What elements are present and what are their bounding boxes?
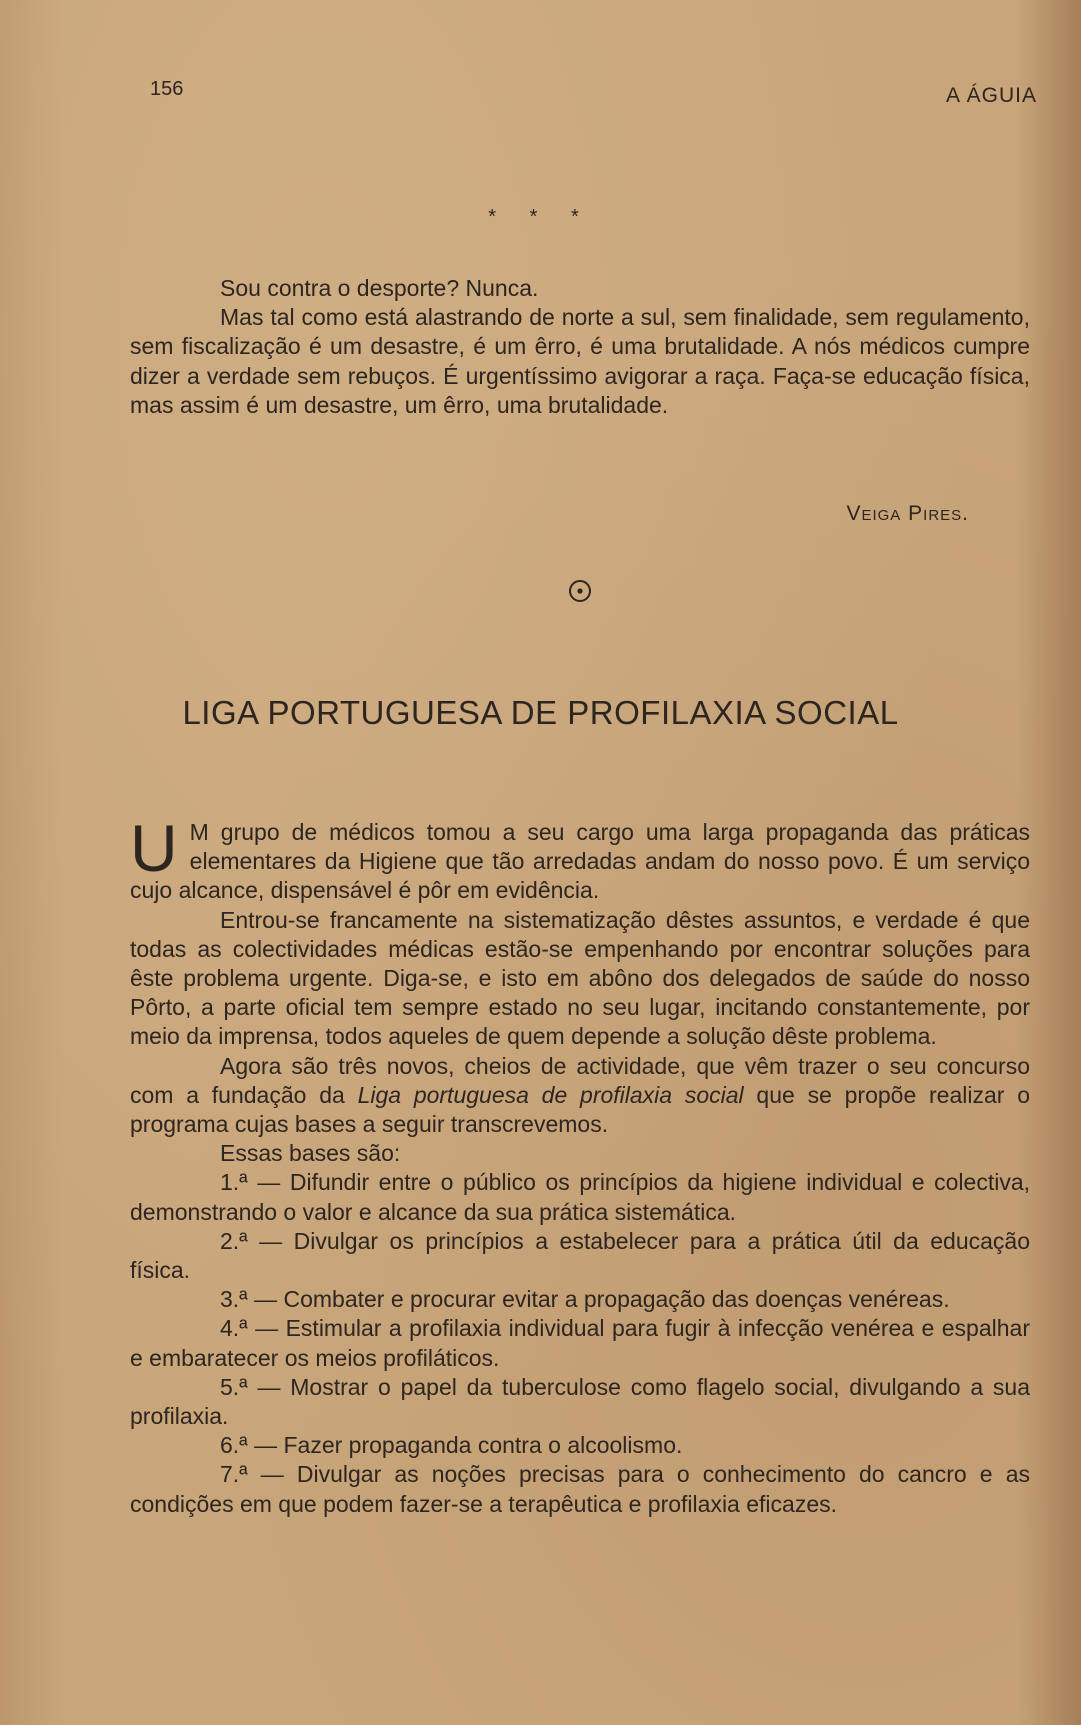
base-item: 5.ª — Mostrar o papel da tuberculose como flagelo social, divulgando a sua profilaxia. [130,1373,1030,1430]
opinion-paragraph: Sou contra o desporte? Nunca. [220,275,539,301]
base-item: 7.ª — Divulgar as noções precisas para o conhecimento do cancro e as condições em que podem fazer-se a terapêutica e profilaxia eficazes. [130,1461,1030,1517]
intro-paragraph-text: grupo de médicos tomou a seu cargo uma larga propaganda das práticas elementares da Higiene que tão arredadas andam do nosso povo. É um serviço cujo alcance, dispensável é pôr em evidência. [130,819,1030,904]
circle-dot-icon [567,578,593,604]
bases-intro: Essas bases são: [220,1140,401,1167]
base-item: 6.ª — Fazer propaganda contra o alcoolismo. [220,1432,683,1459]
first-word-rest: M [189,819,209,845]
body-paragraph [130,1052,1030,1140]
section-title: LIGA PORTUGUESA DE PROFILAXIA SOCIAL [182,694,899,731]
running-title: A ÁGUIA [945,84,1037,107]
section-body [130,811,1030,1519]
body-paragraph-text: que se propõe realizar o programa cujas bases a seguir transcrevemos. [130,1081,1030,1138]
body-paragraph-text: Agora são três novos, cheios de actividade, que vêm trazer o seu concurso com a fundação da [130,1052,1030,1108]
intro-paragraph [130,811,1030,906]
base-item: 1.ª — Difundir entre o público os princípios da higiene individual e colectiva, demonstrando o valor e alcance da sua prática sistemática. [130,1169,1030,1225]
author-signature: Veiga Pires. [846,502,969,525]
base-item: 2.ª — Divulgar os princípios a estabelecer para a prática útil da educação física. [130,1227,1030,1284]
opinion-paragraph: Mas tal como está alastrando de norte a sul, sem finalidade, sem regulamento, sem fiscalização é um desastre, é um êrro, é uma brutalidade. A nós médicos cumpre dizer a verdade sem rebuços. É urgentíssimo avigorar a raça. Faça-se educação física, mas assim é um desastre, um êrro, uma brutalidade. [130,304,1030,418]
drop-cap: U [130,811,178,885]
page-header [0,78,1081,108]
opinion-text [130,274,1030,420]
league-name: Liga portuguesa de profilaxia social [357,1081,744,1108]
base-item: 3.ª — Combater e procurar evitar a propagação das doenças venéreas. [220,1286,950,1313]
asterism-divider: * * * [488,206,593,228]
page-number: 156 [150,78,184,100]
base-item: 4.ª — Estimular a profilaxia individual para fugir à infecção venérea e espalhar e embaratecer os meios profiláticos. [130,1315,1030,1371]
body-paragraph: Entrou-se francamente na sistematização dêstes assuntos, e verdade é que todas as colectividades médicas estão-se empenhando por encontrar soluções para êste problema urgente. Diga-se, e isto em abôno dos delegados de saúde do nosso Pôrto, a parte oficial tem sempre estado no seu lugar, incitando constantemente, por meio da imprensa, todos aqueles de quem depende a solução dêste problema. [130,906,1030,1050]
